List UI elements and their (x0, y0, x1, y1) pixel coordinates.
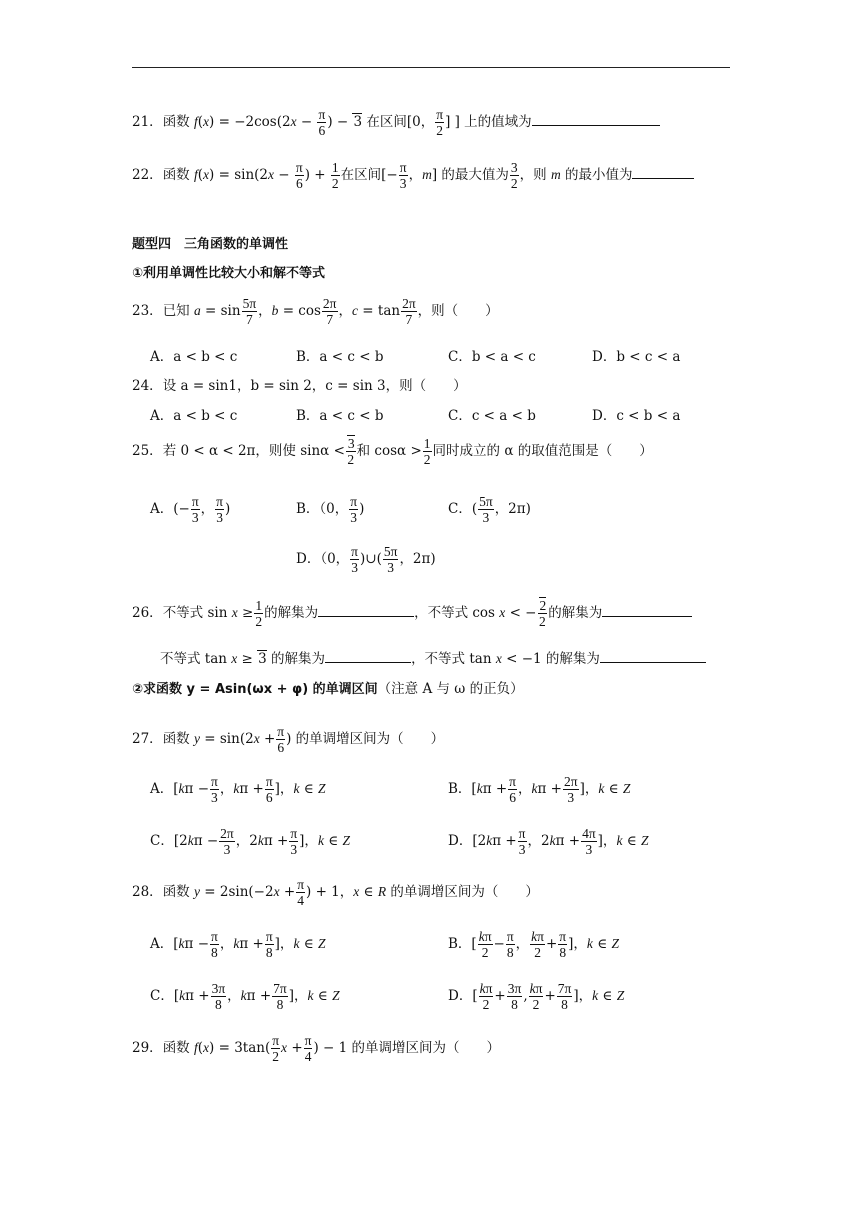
q25-option-c: C．( $\frac{5\pi}{3}$ ，2π) (448, 494, 531, 525)
question-29: 29．函数 f(x) = 3tan( $\frac{\pi}{2}$ x + $\frac{\pi}{4}$ ) − 1 的单调增区间为（ ） (132, 1033, 501, 1064)
q23-option-a: A．a < b < c (150, 349, 238, 365)
question-22: 22．函数 f(x) = sin(2x − $\frac{\pi}{6}$ ) + $\frac{1}{2}$ 在区间[− $\frac{\pi}{3}$ ，m] 的最大值为 $\frac{3}{2}$ ，则 m 的最小值为 (132, 160, 694, 191)
q24-option-a: A．a < b < c (150, 408, 238, 424)
question-27: 27．函数 y = sin(2x + $\frac{\pi}{6}$ ) 的单调增区间为（ ） (132, 724, 445, 755)
q28-option-a: A．[kπ − $\frac{\pi}{8}$ ，kπ + $\frac{\pi}{8}$ ]，k ∈ Z (150, 929, 326, 960)
q25-option-a: A．(− $\frac{\pi}{3}$ ， $\frac{\pi}{3}$ ) (150, 494, 231, 525)
q23-option-d: D．b < c < a (592, 349, 681, 365)
question-28: 28．函数 y = 2sin(−2x + $\frac{\pi}{4}$ ) + 1，x ∈ R 的单调增区间为（ ） (132, 877, 539, 908)
q25-option-d: D．（0， $\frac{\pi}{3}$ )∪( $\frac{5\pi}{3}$ ，2π) (296, 544, 436, 575)
question-21: 21．函数 f(x) = −2cos(2x − $\frac{\pi}{6}$ ) − 3 在区间[0， $\frac{\pi}{2}$ ] ] 上的值域为 (132, 107, 660, 138)
subsection-2: ②求函数 y = Asin(ωx + φ) 的单调区间（注意 A 与 ω 的正负） (132, 681, 524, 697)
q24-option-b: B．a < c < b (296, 408, 384, 424)
q27-option-a: A．[kπ − $\frac{\pi}{3}$ ，kπ + $\frac{\pi}{6}$ ]，k ∈ Z (150, 774, 326, 805)
q27-option-b: B．[kπ + $\frac{\pi}{6}$ ，kπ + $\frac{2\pi}{3}$ ]，k ∈ Z (448, 774, 631, 805)
question-24: 24．设 a = sin1，b = sin 2，c = sin 3，则（ ） (132, 378, 467, 394)
q23-option-b: B．a < c < b (296, 349, 384, 365)
q23-option-c: C．b < a < c (448, 349, 536, 365)
question-26-line-1: 26．不等式 sin x ≥ $\frac{1}{2}$ 的解集为 ，不等式 cos x < − $\frac{2}{2}$ 的解集为 (132, 598, 692, 629)
section-title: 题型四 三角函数的单调性 (132, 237, 289, 252)
q27-option-d: D．[2kπ + $\frac{\pi}{3}$ ，2kπ + $\frac{4\pi}{3}$ ]，k ∈ Z (448, 826, 649, 857)
subsection-1: ①利用单调性比较大小和解不等式 (132, 266, 326, 281)
q28-option-b: B．[ $\frac{k\pi}{2}$ − $\frac{\pi}{8}$ ， $\frac{k\pi}{2}$ + $\frac{\pi}{8}$ ]，k ∈ Z (448, 929, 619, 960)
q24-option-d: D．c < b < a (592, 408, 681, 424)
q28-option-d: D．[ $\frac{k\pi}{2}$ + $\frac{3\pi}{8}$ , $\frac{k\pi}{2}$ + $\frac{7\pi}{8}$ ]，k ∈ Z (448, 981, 625, 1012)
question-25: 25．若 0 < α < 2π，则使 sinα < $\frac{3}{2}$ 和 cosα > $\frac{1}{2}$ 同时成立的 α 的取值范围是（ ） (132, 436, 653, 467)
q27-option-c: C．[2kπ − $\frac{2\pi}{3}$ ，2kπ + $\frac{\pi}{3}$ ]，k ∈ Z (150, 826, 351, 857)
q25-option-b: B．（0， $\frac{\pi}{3}$ ) (296, 494, 365, 525)
question-23: 23．已知 a = sin $\frac{5\pi}{7}$ ，b = cos $\frac{2\pi}{7}$ ，c = tan $\frac{2\pi}{7}$ ，则（ ） (132, 296, 499, 327)
q28-option-c: C．[kπ + $\frac{3\pi}{8}$ ，kπ + $\frac{7\pi}{8}$ ]，k ∈ Z (150, 981, 340, 1012)
question-26-line-2: 不等式 tan x ≥ 3 的解集为 ，不等式 tan x < −1 的解集为 (160, 647, 706, 667)
header-rule (132, 67, 730, 68)
q24-option-c: C．c < a < b (448, 408, 536, 424)
